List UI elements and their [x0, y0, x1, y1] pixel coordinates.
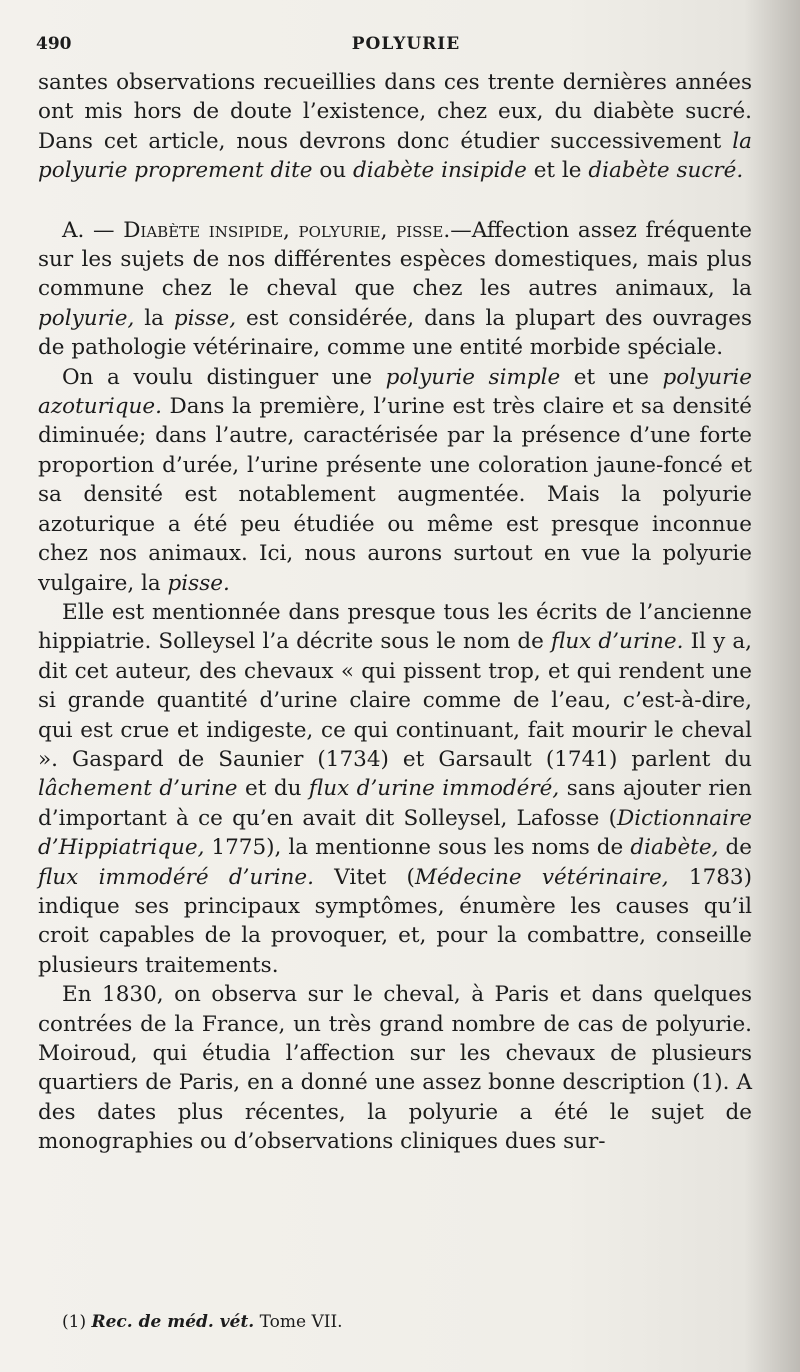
section-heading: A. — Diabète insipide, polyurie, pisse. [62, 217, 451, 243]
italic-term: flux immodéré d’urine. [38, 864, 314, 890]
italic-term: diabète sucré. [588, 158, 744, 184]
footnote-marker: (1) [62, 1312, 92, 1332]
footnote-volume: Tome VII. [254, 1312, 343, 1332]
text-run: la [134, 305, 174, 331]
italic-term: la polyurie proprement dite [38, 128, 752, 184]
page-number: 490 [36, 34, 72, 54]
text-run: 1783) indique ses principaux symptômes, énumère les causes qu’il croit capables de la provoquer, et, pour la combattre, conseille plusieurs traitements. [38, 864, 752, 978]
text-run: —Affection assez fréquente sur les sujets de nos différentes espèces domestiques, mais plus commune chez le cheval que chez les autres animaux, la [38, 217, 752, 302]
italic-term: pisse, [173, 305, 237, 331]
italic-term: diabète, [630, 835, 719, 861]
text-run: sans ajouter rien d’important à ce qu’en avait dit Solleysel, Lafosse ( [38, 776, 752, 831]
text-run: ou [312, 158, 353, 184]
italic-term: polyurie azoturique. [38, 364, 752, 420]
italic-term: pisse. [167, 570, 230, 596]
page-header [36, 34, 776, 58]
text-run: est considérée, dans la plupart des ouvrages de pathologie vétérinaire, comme une entité morbide spéciale. [38, 305, 752, 361]
italic-term: Dictionnaire d’Hippiatrique, [38, 805, 752, 861]
paragraph-1830: En 1830, on observa sur le cheval, à Paris et dans quelques contrées de la France, un très grand nombre de cas de polyurie. Moiroud, qui étudia l’affection sur les chevaux de plusieurs quartiers de Paris, en a donné une assez bonne description (1). A des dates plus récentes, la polyurie a été le sujet de monographies ou d’observations cliniques dues sur- [38, 982, 752, 1155]
text-run: de [718, 835, 752, 861]
text-run: et du [237, 776, 309, 802]
paragraph-intro [38, 68, 752, 186]
text-run: santes observations recueillies dans ces trente dernières années ont mis hors de doute l’existence, chez eux, du diabète sucré. Dans cet article, nous devrons donc étudier successivement [38, 70, 752, 154]
paragraph-history [38, 598, 752, 980]
italic-term: Médecine vétérinaire, [414, 864, 669, 890]
text-run: Elle est mentionnée dans presque tous les écrits de l’ancienne hippiatrie. Solleysel l’a décrite sous le nom de [38, 599, 752, 655]
italic-term: polyurie simple [385, 364, 561, 390]
text-run: Il y a, dit cet auteur, des chevaux « qui pissent trop, et qui rendent une si grande quantité d’urine claire comme de l’eau, c’est-à-dire, qui est crue et indigeste, ce qui continuant, fait mourir le cheval ». Gaspard de Saunier (1734) et Garsault (1741) parlent du [38, 629, 753, 772]
text-run: On a voulu distinguer une [62, 364, 386, 390]
italic-term: diabète insipide [352, 158, 527, 184]
text-run: et le [526, 158, 589, 184]
italic-term: flux d’urine. [550, 629, 684, 655]
text-run: et une [560, 364, 663, 390]
italic-term: lâchement d’urine [38, 776, 238, 802]
text-run: 1775), la mentionne sous les noms de [204, 835, 631, 861]
footnote [62, 1312, 343, 1332]
section-a-paragraph [38, 216, 752, 363]
text-run: Vitet ( [313, 864, 415, 890]
running-title: POLYURIE [351, 34, 461, 54]
text-run: Dans la première, l’urine est très claire et sa densité diminuée; dans l’autre, caractérisée par la présence d’une forte proportion d’urée, l’urine présente une coloration jaune-foncé et sa densité est notablement augmentée. Mais la polyurie azoturique a été peu étudiée ou même est presque inconnue chez nos animaux. Ici, nous aurons surtout en vue la polyurie vulgaire, la [38, 394, 752, 596]
body-text [38, 68, 752, 1157]
italic-term: flux d’urine immodéré, [308, 776, 560, 802]
paragraph-distinction [38, 363, 752, 598]
footnote-source-title: Rec. de méd. vét. [91, 1312, 255, 1332]
italic-term: polyurie, [38, 305, 135, 331]
